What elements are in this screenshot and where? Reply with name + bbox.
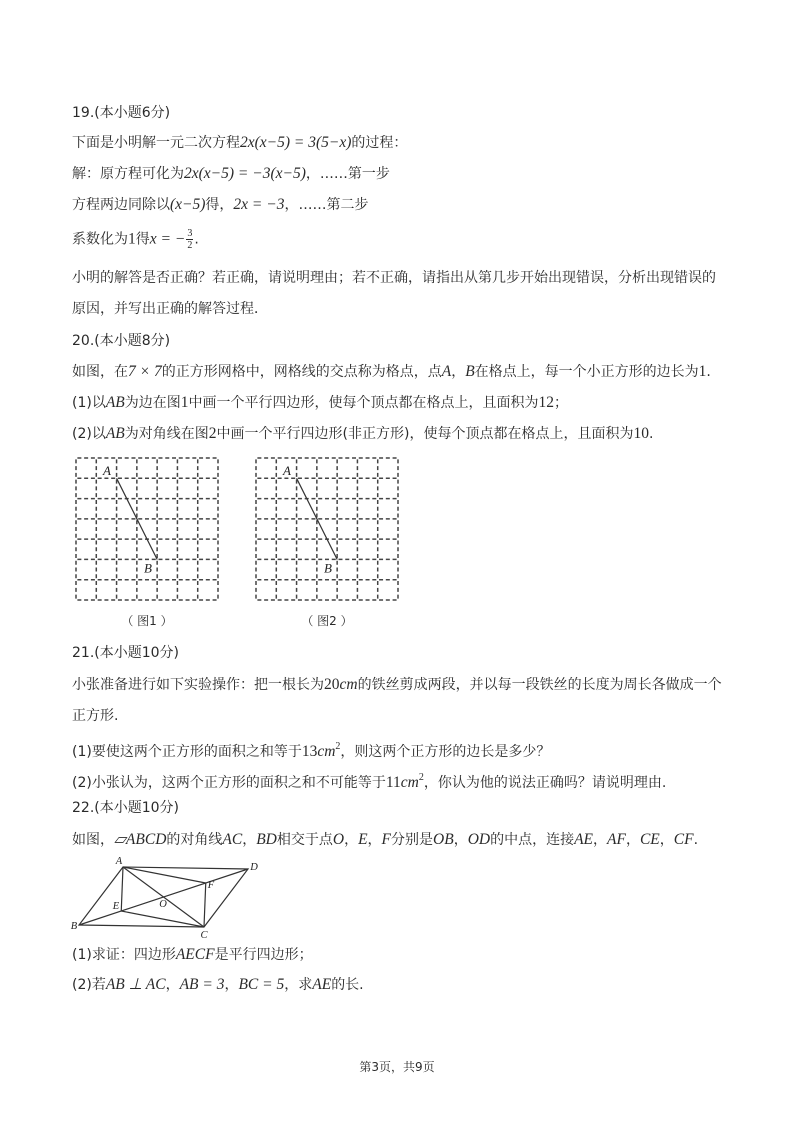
text-run: 的正方形网格中，网格线的交点称为格点，点 xyxy=(161,364,442,380)
text-run: ，……第二步 xyxy=(284,197,369,213)
page-footer: 第3页，共9页 xyxy=(359,1060,435,1074)
number-text: 1 xyxy=(128,230,136,248)
text-run: ， xyxy=(224,977,239,993)
math-expression: (x−5) xyxy=(170,196,206,213)
segment-ce xyxy=(121,911,204,927)
math-expression: cm xyxy=(339,676,358,693)
q20-line xyxy=(72,425,653,443)
grid-figure-1 xyxy=(70,452,226,608)
text-run: ， xyxy=(367,832,382,848)
math-expression: AB ⊥ AC xyxy=(105,976,166,993)
math-expression: cm xyxy=(400,774,419,791)
math-expression: x = − xyxy=(149,230,186,248)
math-expression: OB xyxy=(433,831,454,848)
text-run: 正方形. xyxy=(72,708,119,724)
q19-line xyxy=(72,196,368,214)
text-run: 原因，并写出正确的解答过程． xyxy=(72,301,268,317)
q21-line xyxy=(72,769,666,792)
math-expression: 7 × 7 xyxy=(128,363,162,380)
grid-figure-2 xyxy=(250,452,406,608)
math-expression: B xyxy=(465,363,475,380)
text-run: (2)若 xyxy=(72,977,106,993)
point-label-b: B xyxy=(70,921,78,932)
point-label-d: D xyxy=(250,862,258,873)
text-run: 下面是小明解一元二次方程 xyxy=(72,135,240,151)
text-run: . xyxy=(648,426,654,442)
math-expression: AF xyxy=(607,831,626,848)
text-run: 分别是 xyxy=(391,832,434,848)
q20-line xyxy=(72,394,568,412)
point-label-a: A xyxy=(115,856,123,867)
q21-title: 21.(本小题10分) xyxy=(72,645,180,661)
number-text: 10 xyxy=(633,425,649,442)
number-text: 1 xyxy=(180,394,189,411)
math-expression: cm xyxy=(317,743,336,760)
text-run: ， xyxy=(625,832,640,848)
math-expression: AE xyxy=(574,831,594,848)
q22-line xyxy=(72,976,364,994)
text-run: ， xyxy=(453,832,468,848)
text-run: . xyxy=(693,832,699,848)
q19-line xyxy=(72,228,199,251)
text-run: . xyxy=(706,364,711,380)
text-run: 中画一个平行四边形，使每个顶点都在格点上，且面积为 xyxy=(188,395,539,411)
math-expression: AE xyxy=(312,976,332,993)
math-expression: AB xyxy=(105,425,125,442)
q21-line xyxy=(72,707,118,725)
text-run: ，……第一步 xyxy=(305,166,390,182)
text-run: . xyxy=(194,231,199,248)
number-text: 13 xyxy=(301,743,318,760)
text-run: 得 xyxy=(135,231,150,248)
text-run: (1)要使这两个正方形的面积之和等于 xyxy=(72,744,302,760)
text-run: 系数化为 xyxy=(72,231,128,248)
math-expression: AB xyxy=(105,394,125,411)
text-run: 解：原方程可化为 xyxy=(72,166,184,182)
text-run: ，求 xyxy=(284,977,313,993)
text-run: 的对角线 xyxy=(166,832,223,848)
math-expression: 2x(x−5) = −3(x−5) xyxy=(184,165,306,182)
point-label-e: E xyxy=(112,901,120,912)
text-run: (2)小张认为，这两个正方形的面积之和不可能等于 xyxy=(72,775,386,791)
math-expression: F xyxy=(381,831,392,848)
q21-line xyxy=(72,676,722,694)
q19-line xyxy=(72,300,268,318)
text-run: 方程两边同除以 xyxy=(72,197,170,213)
text-run: 中画一个平行四边形(非正方形)，使每个顶点都在格点上，且面积为 xyxy=(216,426,634,442)
q22-title: 22.(本小题10分) xyxy=(72,800,180,816)
point-label-b: B xyxy=(324,560,332,576)
text-run: ， xyxy=(344,832,359,848)
text-run: 的中点，连接 xyxy=(490,832,575,848)
math-expression: O xyxy=(332,831,345,848)
text-run: (2)以 xyxy=(72,426,106,442)
point-label-b: B xyxy=(144,560,152,576)
text-run: 是平行四边形； xyxy=(214,947,313,963)
math-expression: A xyxy=(441,363,452,380)
math-expression: CF xyxy=(673,831,694,848)
text-run: 的过程： xyxy=(351,135,408,151)
q19-line xyxy=(72,134,407,152)
text-run: (1)以 xyxy=(72,395,106,411)
number-text: 1 xyxy=(698,363,707,380)
text-run: 为对角线在图 xyxy=(124,426,209,442)
superscript: 2 xyxy=(418,772,424,783)
point-label-a: A xyxy=(283,463,291,478)
math-expression: 2x(x−5) = 3(5−x) xyxy=(240,134,352,151)
number-text: 11 xyxy=(385,774,401,791)
q20-title: 20.(本小题8分) xyxy=(72,333,171,349)
text-run: 在格点上，每一个小正方形的边长为 xyxy=(474,364,699,380)
text-run: 相交于点 xyxy=(276,832,333,848)
text-run: 小明的解答是否正确？若正确，请说明理由；若不正确，请指出从第几步开始出现错误，分析出现错误的 xyxy=(72,270,716,286)
text-run: ，则这两个正方形的边长是多少？ xyxy=(340,744,551,760)
segment-ae xyxy=(121,867,123,911)
text-run: 为边在图 xyxy=(124,395,181,411)
point-label-a: A xyxy=(103,463,111,478)
point-label-f: F xyxy=(207,880,215,891)
text-run: (1)求证：四边形 xyxy=(72,947,176,963)
text-run: ， xyxy=(165,977,180,993)
diagonal-bd xyxy=(79,869,248,925)
superscript: 2 xyxy=(335,741,341,752)
math-expression: ▱ABCD xyxy=(114,831,167,848)
math-expression: E xyxy=(358,831,368,848)
fraction xyxy=(186,228,193,251)
figure-caption: （ 图2 ） xyxy=(301,614,353,628)
figure-caption: （ 图1 ） xyxy=(121,614,173,628)
text-run: 得， xyxy=(205,197,234,213)
text-run: ； xyxy=(554,395,569,411)
q22-line xyxy=(72,831,698,849)
point-label-o: O xyxy=(159,899,167,910)
math-expression: 2x = −3 xyxy=(233,196,285,213)
parallelogram-figure xyxy=(60,850,270,945)
segment-cf xyxy=(204,883,206,927)
segment-af xyxy=(123,867,206,883)
text-run: 如图，在 xyxy=(72,364,128,380)
q19-line xyxy=(72,165,390,183)
q22-line xyxy=(72,946,313,964)
number-text: 2 xyxy=(208,425,217,442)
number-text: 20 xyxy=(324,676,340,693)
point-label-c: C xyxy=(200,930,208,941)
number-text: 12 xyxy=(538,394,555,411)
math-expression: OD xyxy=(467,831,491,848)
math-expression: BC = 5 xyxy=(238,976,285,993)
text-run: ，你认为他的说法正确吗？请说明理由. xyxy=(423,775,667,791)
q21-line xyxy=(72,738,550,761)
q19-line xyxy=(72,269,716,287)
q20-line xyxy=(72,363,711,381)
math-expression: AB = 3 xyxy=(179,976,225,993)
text-run: 小张准备进行如下实验操作：把一根长为 xyxy=(72,677,324,693)
math-expression: BD xyxy=(256,831,277,848)
text-run: 的长. xyxy=(331,977,364,993)
math-expression: AECF xyxy=(175,946,215,963)
text-run: ， xyxy=(451,364,466,380)
q19-title: 19.(本小题6分) xyxy=(72,105,171,121)
text-run: ， xyxy=(659,832,674,848)
math-expression: AC xyxy=(222,831,243,848)
text-run: ， xyxy=(242,832,257,848)
fraction-denominator: 2 xyxy=(187,240,193,251)
math-expression: CE xyxy=(639,831,660,848)
fraction-numerator: 3 xyxy=(187,228,193,239)
text-run: 的铁丝剪成两段，并以每一段铁丝的长度为周长各做成一个 xyxy=(357,677,722,693)
text-run: ， xyxy=(593,832,608,848)
text-run: 如图， xyxy=(72,832,114,848)
